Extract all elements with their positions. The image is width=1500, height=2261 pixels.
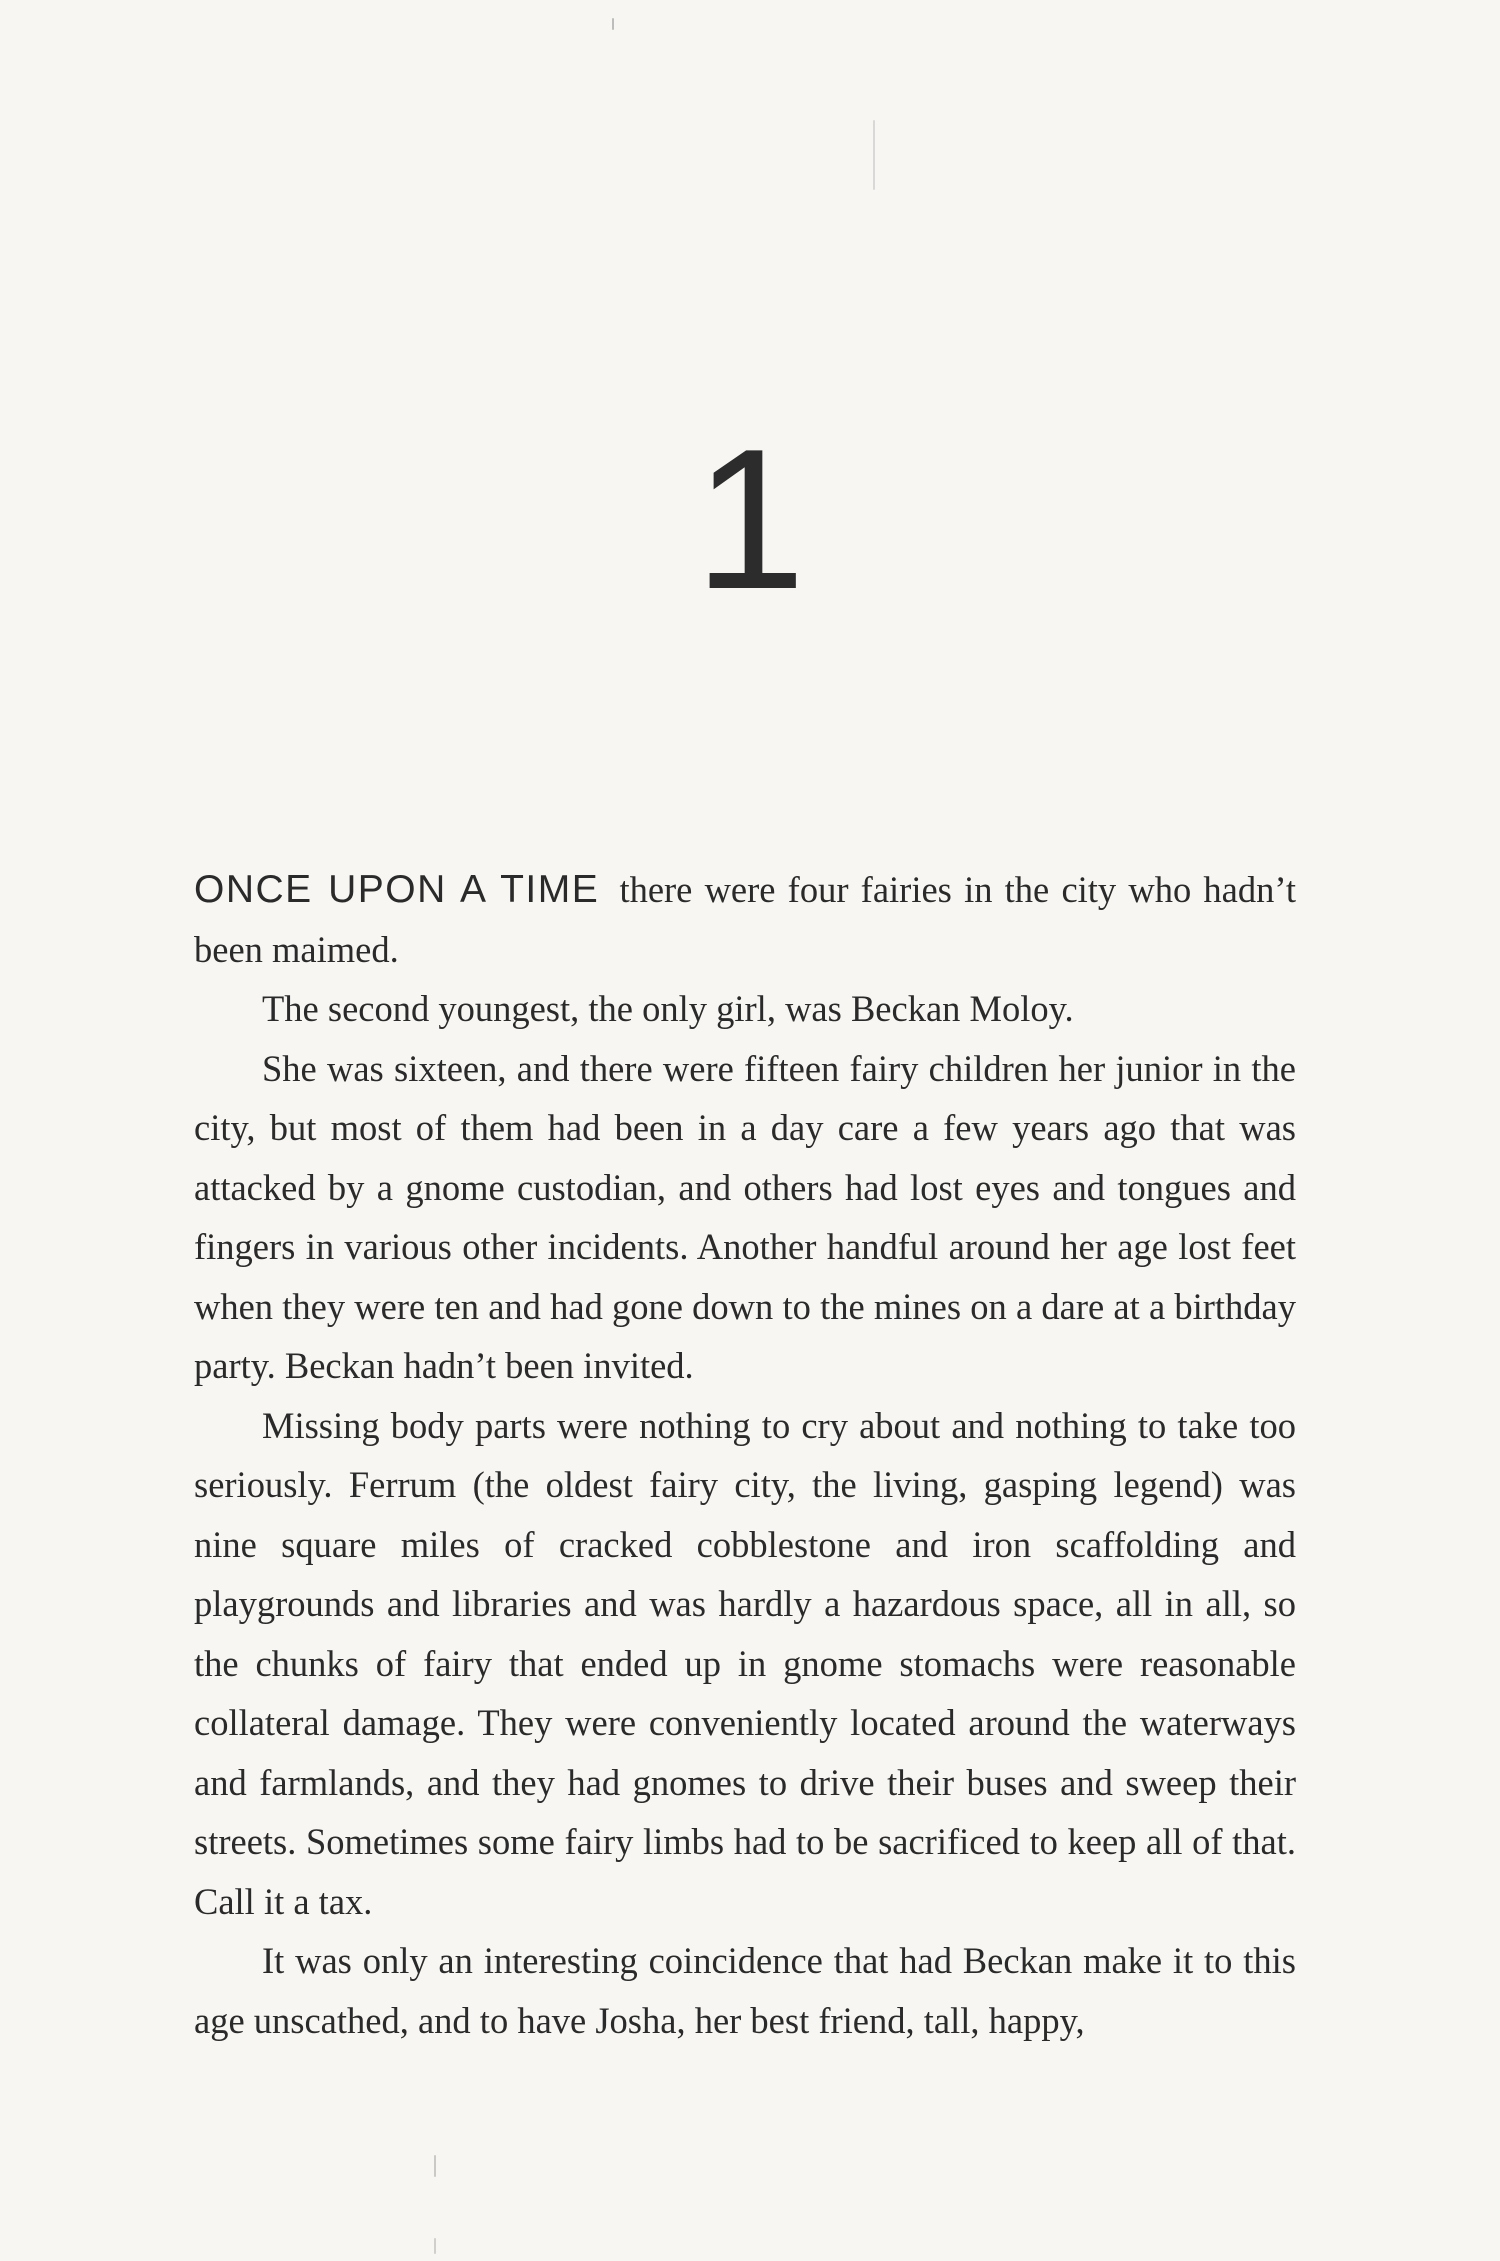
paragraph: Missing body parts were nothing to cry about and nothing to take too seriously. Ferrum (the oldest fairy city, the living, gasping legend) was nine square miles of cracked cobblestone and iron scaffolding and playgrounds and libraries and was hardly a hazardous space, all in all, so the chunks of fairy that ended up in gnome stomachs were reasonable collateral damage. They were conveniently located around the waterways and farmlands, and they had gnomes to drive their buses and sweep their streets. Sometimes some fairy limbs had to be sacrificed to keep all of that. Call it a tax. xyxy=(194,1404,1296,1922)
paragraph: The second youngest, the only girl, was Beckan Moloy. xyxy=(262,988,1074,1029)
scan-speck xyxy=(434,2155,436,2177)
paragraph: She was sixteen, and there were fifteen fairy children her junior in the city, but most of them had been in a day care a few years ago that was attacked by a gnome custodian, and others had lost eyes and tongues and fingers in various other incidents. Another handful around her age lost feet when they were ten and had gone down to the mines on a dare at a birthday party. Beckan hadn’t been invited. xyxy=(194,1047,1296,1386)
chapter-number: 1 xyxy=(694,408,806,631)
opening-rest: there were four fairies in the city who hadn’t been maimed. xyxy=(194,869,1297,970)
body-text xyxy=(194,860,1296,2050)
scan-speck xyxy=(434,2238,436,2254)
scan-speck xyxy=(873,120,875,190)
opening-paragraph xyxy=(194,860,1296,979)
paragraph: It was only an interesting coincidence that had Beckan make it to this age unscathed, and to have Josha, her best friend, tall, happy, xyxy=(194,1940,1296,2041)
scan-speck xyxy=(612,18,614,30)
opening-lead: ONCE UPON A TIME xyxy=(194,868,600,911)
